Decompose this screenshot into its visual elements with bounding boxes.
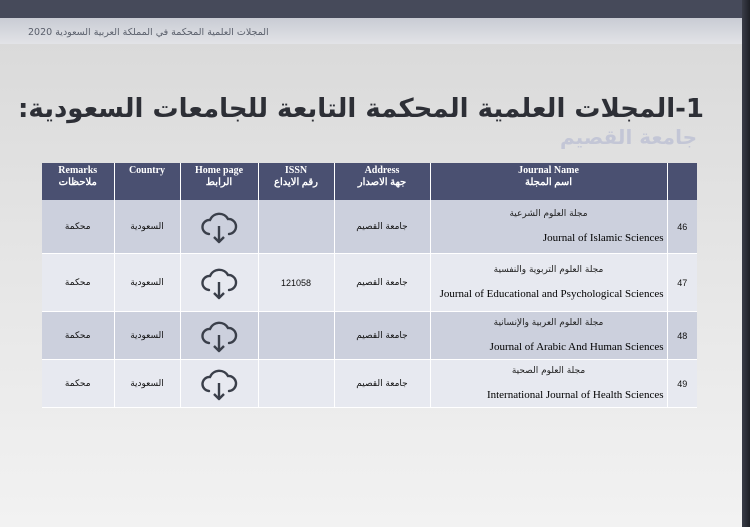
remarks-cell: محكمة [42,254,114,312]
journal-name-ar: مجلة العلوم الشرعية [509,208,588,219]
country-cell: السعودية [114,312,180,360]
journal-name-ar: مجلة العلوم الصحية [511,365,586,376]
col-header-number [667,163,697,200]
journal-name-cell [430,200,667,254]
journal-name-en: Journal of Arabic And Human Sciences [489,340,664,353]
col-header-issn [258,163,334,200]
issn-cell [258,360,334,408]
row-number: 48 [667,312,697,360]
table-row [42,312,697,360]
journal-name-cell [430,360,667,408]
col-header-country [114,163,180,200]
journal-name-ar: مجلة العلوم التربوية والنفسية [493,264,604,275]
col-header-journal [430,163,667,200]
issn-cell [258,200,334,254]
table-row [42,360,697,408]
cloud-download-icon[interactable] [199,316,239,356]
slide-header-text: المجلات العلمية المحكمة في المملكة العربية السعودية 2020 [28,27,269,38]
col-header-remarks [42,163,114,200]
journal-name-cell [430,312,667,360]
country-cell: السعودية [114,200,180,254]
address-cell: جامعة القصيم [334,200,430,254]
col-header-country-en: Country [128,165,166,176]
col-header-homepage-ar: الرابط [205,177,233,188]
address-cell: جامعة القصيم [334,360,430,408]
col-header-address-ar: جهة الاصدار [357,177,407,188]
table-row [42,200,697,254]
cloud-download-icon[interactable] [199,364,239,404]
col-header-address-en: Address [364,165,400,176]
row-number: 46 [667,200,697,254]
homepage-cell [180,360,258,408]
slide-header-strip [0,18,742,44]
country-cell: السعودية [114,360,180,408]
address-cell: جامعة القصيم [334,312,430,360]
col-header-issn-en: ISSN [284,165,308,176]
slide [0,18,742,527]
col-header-homepage-en: Home page [194,165,244,176]
journals-table [42,163,697,408]
homepage-cell [180,254,258,312]
cloud-download-icon[interactable] [199,207,239,247]
journal-name-en: Journal of Educational and Psychological Sciences [439,287,664,300]
table-row [42,254,697,312]
journal-name-cell [430,254,667,312]
table-header-row [42,163,697,200]
remarks-cell: محكمة [42,312,114,360]
address-cell: جامعة القصيم [334,254,430,312]
col-header-issn-ar: رقم الايداع [273,177,319,188]
col-header-address [334,163,430,200]
col-header-remarks-en: Remarks [58,165,98,176]
slide-title: 1-المجلات العلمية المحكمة التابعة للجامعات السعودية: [18,94,704,124]
journal-name-ar: مجلة العلوم العربية والإنسانية [493,317,604,328]
remarks-cell: محكمة [42,200,114,254]
journal-name-en: Journal of Islamic Sciences [542,231,664,244]
row-number: 47 [667,254,697,312]
cloud-download-icon[interactable] [199,263,239,303]
top-window-bar [0,0,742,18]
issn-cell [258,312,334,360]
slide-subtitle: جامعة القصيم [559,125,697,149]
col-header-homepage [180,163,258,200]
journal-name-en: International Journal of Health Sciences [486,388,664,401]
col-header-remarks-ar: ملاحظات [58,177,97,188]
homepage-cell [180,312,258,360]
issn-cell: 121058 [258,254,334,312]
remarks-cell: محكمة [42,360,114,408]
col-header-journal-ar: اسم المجلة [524,177,573,188]
right-edge-shadow [742,0,750,527]
homepage-cell [180,200,258,254]
col-header-journal-en: Journal Name [518,165,579,176]
country-cell: السعودية [114,254,180,312]
row-number: 49 [667,360,697,408]
